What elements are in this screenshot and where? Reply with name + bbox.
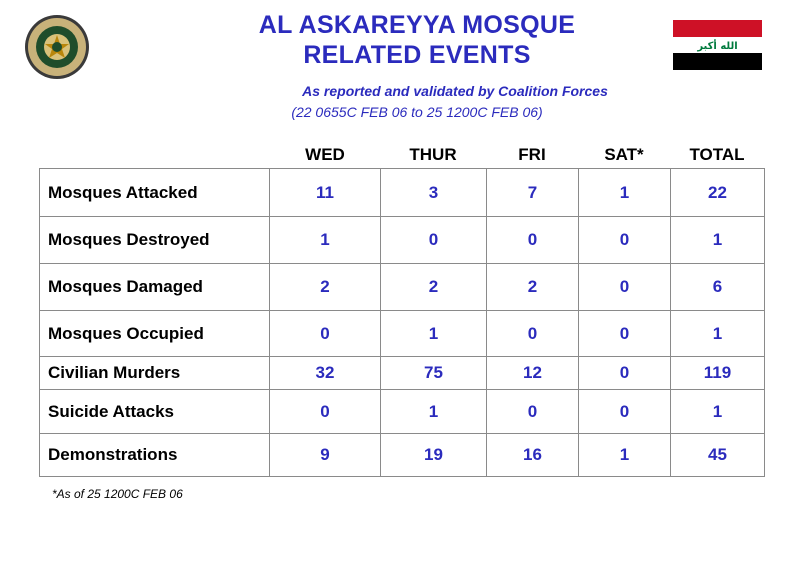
table-cell: 12 (487, 357, 579, 390)
row-label: Mosques Attacked (40, 169, 270, 217)
page-title-line1: AL ASKAREYYA MOSQUE (258, 11, 576, 39)
table-cell: 1 (671, 217, 765, 264)
events-table (39, 168, 765, 477)
table-cell: 1 (671, 390, 765, 434)
table-cell: 0 (579, 264, 671, 311)
table-cell: 0 (579, 357, 671, 390)
row-label: Suicide Attacks (40, 390, 270, 434)
subtitle-line1: As reported and validated by Coalition Forces (302, 83, 608, 99)
table-cell: 1 (381, 390, 487, 434)
table-row (40, 390, 765, 434)
table-cell: 32 (270, 357, 381, 390)
table-cell: 9 (270, 434, 381, 477)
table-cell: 1 (381, 311, 487, 357)
table-cell: 2 (270, 264, 381, 311)
footnote: *As of 25 1200C FEB 06 (52, 487, 183, 501)
table-cell: 0 (487, 311, 579, 357)
row-label: Civilian Murders (40, 357, 270, 390)
table-cell: 2 (381, 264, 487, 311)
table-row (40, 217, 765, 264)
national-police-seal-icon (24, 14, 90, 80)
table-row (40, 169, 765, 217)
table-cell: 7 (487, 169, 579, 217)
row-label: Mosques Occupied (40, 311, 270, 357)
table-cell: 119 (671, 357, 765, 390)
table-cell: 2 (487, 264, 579, 311)
flag-text: الله أكبر (697, 41, 738, 52)
col-header-sat: SAT* (604, 145, 644, 164)
iraq-flag-icon (673, 20, 762, 70)
row-label: Mosques Damaged (40, 264, 270, 311)
col-header-thur: THUR (409, 145, 457, 164)
page-title-line2: RELATED EVENTS (303, 41, 531, 69)
col-header-total: TOTAL (689, 145, 745, 164)
table-cell: 22 (671, 169, 765, 217)
subtitle-line2: (22 0655C FEB 06 to 25 1200C FEB 06) (291, 104, 543, 120)
table-row (40, 434, 765, 477)
row-label: Demonstrations (40, 434, 270, 477)
table-cell: 0 (579, 217, 671, 264)
table-cell: 3 (381, 169, 487, 217)
table-cell: 1 (671, 311, 765, 357)
table-cell: 0 (270, 311, 381, 357)
col-header-fri: FRI (518, 145, 546, 164)
table-cell: 11 (270, 169, 381, 217)
table-cell: 1 (270, 217, 381, 264)
table-row (40, 264, 765, 311)
table-cell: 0 (381, 217, 487, 264)
table-cell: 1 (579, 169, 671, 217)
table-cell: 0 (487, 390, 579, 434)
table-row (40, 357, 765, 390)
table-row (40, 311, 765, 357)
row-label: Mosques Destroyed (40, 217, 270, 264)
table-cell: 75 (381, 357, 487, 390)
table-cell: 0 (270, 390, 381, 434)
table-cell: 0 (579, 311, 671, 357)
table-cell: 6 (671, 264, 765, 311)
table-cell: 16 (487, 434, 579, 477)
table-cell: 1 (579, 434, 671, 477)
table-cell: 0 (579, 390, 671, 434)
table-cell: 45 (671, 434, 765, 477)
col-header-wed: WED (305, 145, 345, 164)
table-cell: 19 (381, 434, 487, 477)
table-cell: 0 (487, 217, 579, 264)
